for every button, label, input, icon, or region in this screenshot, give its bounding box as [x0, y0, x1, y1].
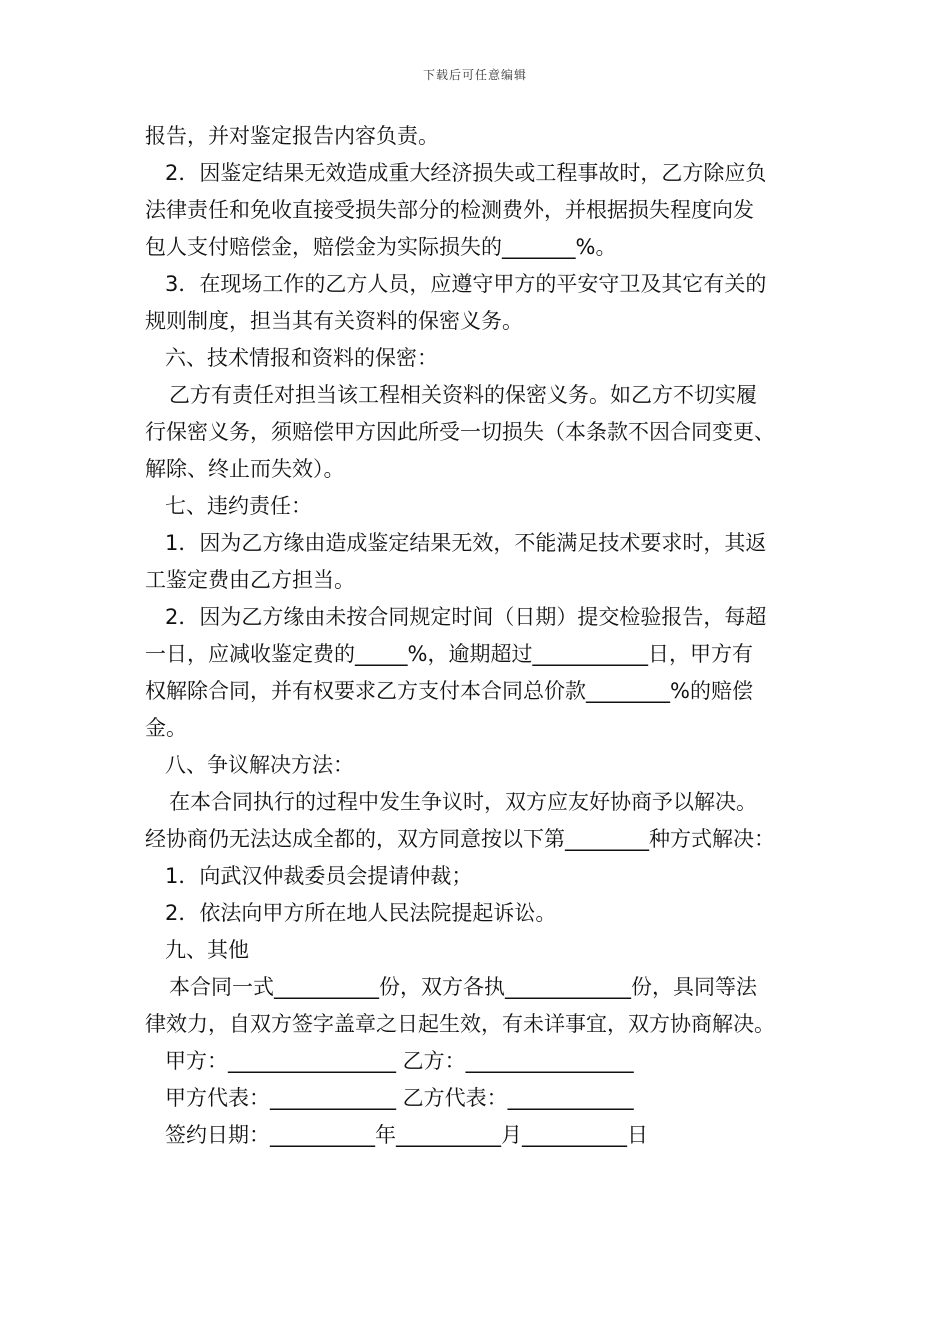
section-7-heading: 七、违约责任：: [165, 494, 312, 518]
section-6-heading: 六、技术情报和资料的保密：: [165, 346, 438, 370]
page-header-watermark: 下载后可任意编辑: [422, 68, 527, 82]
clause-1-line: 1．因为乙方缘由造成鉴定结果无效，不能满足技术要求时，其返: [165, 531, 767, 555]
text-line: 报告，并对鉴定报告内容负责。: [145, 124, 439, 148]
text-line: 律效力，自双方签字盖章之日起生效，有未详事宜，双方协商解决。: [145, 1012, 775, 1036]
text-line: 工鉴定费由乙方担当。: [145, 568, 355, 592]
clause-2-line: 2．因为乙方缘由未按合同规定时间（日期）提交检验报告，每超: [165, 605, 767, 629]
text-line: 一日，应减收鉴定费的_____%，逾期超过___________日，甲方有: [145, 642, 753, 666]
text-line: 行保密义务，须赔偿甲方因此所受一切损失（本条款不因合同变更、: [145, 420, 775, 444]
text-line: 权解除合同，并有权要求乙方支付本合同总价款________%的赔偿: [145, 679, 753, 703]
representative-signature-line: 甲方代表：____________ 乙方代表：____________: [165, 1086, 634, 1110]
text-line: 金。: [145, 716, 187, 740]
signing-date-line: 签约日期：__________年__________月__________日: [165, 1123, 648, 1147]
party-signature-line: 甲方：________________ 乙方：________________: [165, 1049, 634, 1073]
option-1-line: 1．向武汉仲裁委员会提请仲裁；: [165, 864, 473, 888]
text-line: 规则制度，担当其有关资料的保密义务。: [145, 309, 523, 333]
paragraph-line: 本合同一式__________份，双方各执____________份，具同等法: [169, 975, 757, 999]
paragraph-line: 在本合同执行的过程中发生争议时，双方应友好协商予以解决。: [169, 790, 757, 814]
clause-3-line: 3．在现场工作的乙方人员，应遵守甲方的平安守卫及其它有关的: [165, 272, 767, 296]
text-line: 法律责任和免收直接受损失部分的检测费外，并根据损失程度向发: [145, 198, 754, 222]
text-line: 经协商仍无法达成全都的，双方同意按以下第________种方式解决：: [145, 827, 775, 851]
text-line: 包人支付赔偿金，赔偿金为实际损失的_______%。: [145, 235, 617, 259]
option-2-line: 2．依法向甲方所在地人民法院提起诉讼。: [165, 901, 557, 925]
clause-2-line: 2．因鉴定结果无效造成重大经济损失或工程事故时，乙方除应负: [165, 161, 767, 185]
contract-body: [145, 118, 845, 1154]
section-8-heading: 八、争议解决方法：: [165, 753, 354, 777]
section-9-heading: 九、其他: [165, 938, 249, 962]
text-line: 解除、终止而失效）。: [145, 457, 345, 481]
paragraph-line: 乙方有责任对担当该工程相关资料的保密义务。如乙方不切实履: [169, 383, 757, 407]
